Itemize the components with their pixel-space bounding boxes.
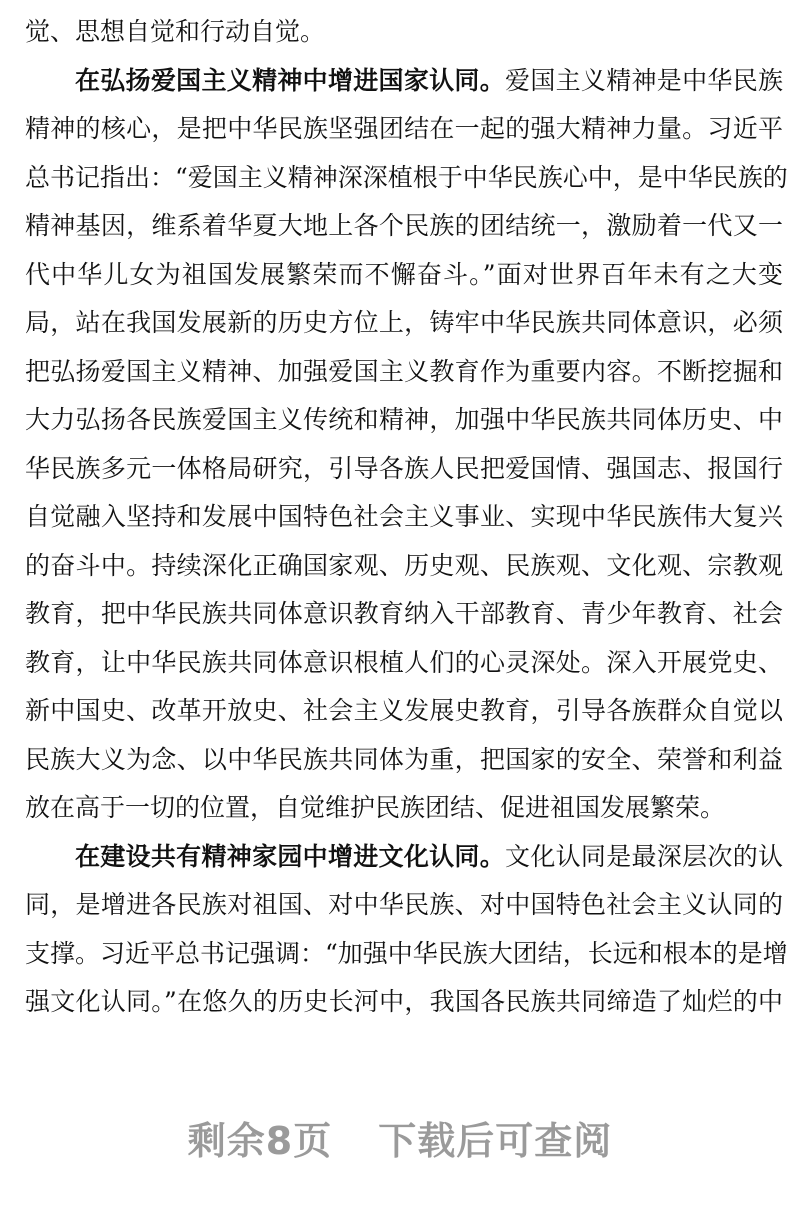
text-line [25, 694, 783, 728]
body-text: 大力弘扬各民族爱国主义传统和精神，加强中华民族共同体历史、中 [25, 405, 783, 434]
remaining-pages-label: 剩余8页 [187, 1119, 333, 1163]
text-line [25, 549, 783, 583]
section-heading-line [75, 840, 783, 874]
text-line [25, 597, 783, 631]
text-line [25, 791, 783, 825]
text-line [25, 888, 783, 922]
section-heading-line [75, 64, 783, 98]
body-text: 代中华儿女为祖国发展繁荣而不懈奋斗。”面对世界百年未有之大变 [25, 259, 783, 289]
body-text: 自觉融入坚持和发展中国特色社会主义事业、实现中华民族伟大复兴 [25, 502, 783, 531]
body-text: 强文化认同。”在悠久的历史长河中，我国各民族共同缔造了灿烂的中 [25, 987, 783, 1016]
body-text: 教育，让中华民族共同体意识根植人们的心灵深处。深入开展党史、 [25, 647, 783, 677]
body-text: 精神的核心，是把中华民族坚强团结在一起的强大精神力量。习近平 [25, 114, 783, 143]
body-text: 华民族多元一体格局研究，引导各族人民把爱国情、强国志、报国行 [25, 453, 783, 483]
text-line [25, 15, 783, 49]
body-text: 总书记指出：“爱国主义精神深深植根于中华民族心中，是中华民族的 [25, 162, 788, 192]
text-line [25, 258, 783, 292]
text-line [25, 985, 783, 1019]
section-heading: 在建设共有精神家园中增进文化认同。 [75, 841, 506, 871]
text-line [25, 112, 783, 146]
text-line [25, 161, 788, 195]
body-text: 民族大义为念、以中华民族共同体为重，把国家的安全、荣誉和利益 [25, 744, 783, 774]
body-text: 文化认同是最深层次的认 [505, 841, 783, 871]
text-line [25, 646, 783, 680]
body-text: 放在高于一切的位置，自觉维护民族团结、促进祖国发展繁荣。 [25, 793, 726, 822]
text-line [25, 452, 783, 486]
body-text: 新中国史、改革开放史、社会主义发展史教育，引导各族群众自觉以 [25, 696, 783, 725]
body-text: 把弘扬爱国主义精神、加强爱国主义教育作为重要内容。不断挖掘和 [25, 356, 783, 386]
text-line [25, 209, 783, 243]
body-text: 支撑。习近平总书记强调：“加强中华民族大团结，长远和根本的是增 [25, 938, 788, 968]
text-line [25, 500, 783, 534]
download-to-read-label: 下载后可查阅 [378, 1119, 613, 1163]
text-line [25, 403, 783, 437]
body-text: 精神基因，维系着华夏大地上各个民族的团结统一，激励着一代又一 [25, 211, 783, 240]
body-text: 教育，把中华民族共同体意识教育纳入干部教育、青少年教育、社会 [25, 599, 783, 628]
section-heading: 在弘扬爱国主义精神中增进国家认同。 [75, 65, 506, 95]
body-text: 局，站在我国发展新的历史方位上，铸牢中华民族共同体意识，必须 [25, 308, 783, 337]
body-text: 的奋斗中。持续深化正确国家观、历史观、民族观、文化观、宗教观 [25, 550, 783, 580]
text-line [25, 306, 783, 340]
download-prompt[interactable] [0, 1110, 800, 1165]
text-line [25, 355, 783, 389]
body-text: 爱国主义精神是中华民族 [505, 65, 783, 95]
body-text: 同，是增进各民族对祖国、对中华民族、对中国特色社会主义认同的 [25, 890, 783, 919]
text-line [25, 937, 788, 971]
text-line [25, 743, 783, 777]
body-text: 觉、思想自觉和行动自觉。 [25, 17, 326, 46]
